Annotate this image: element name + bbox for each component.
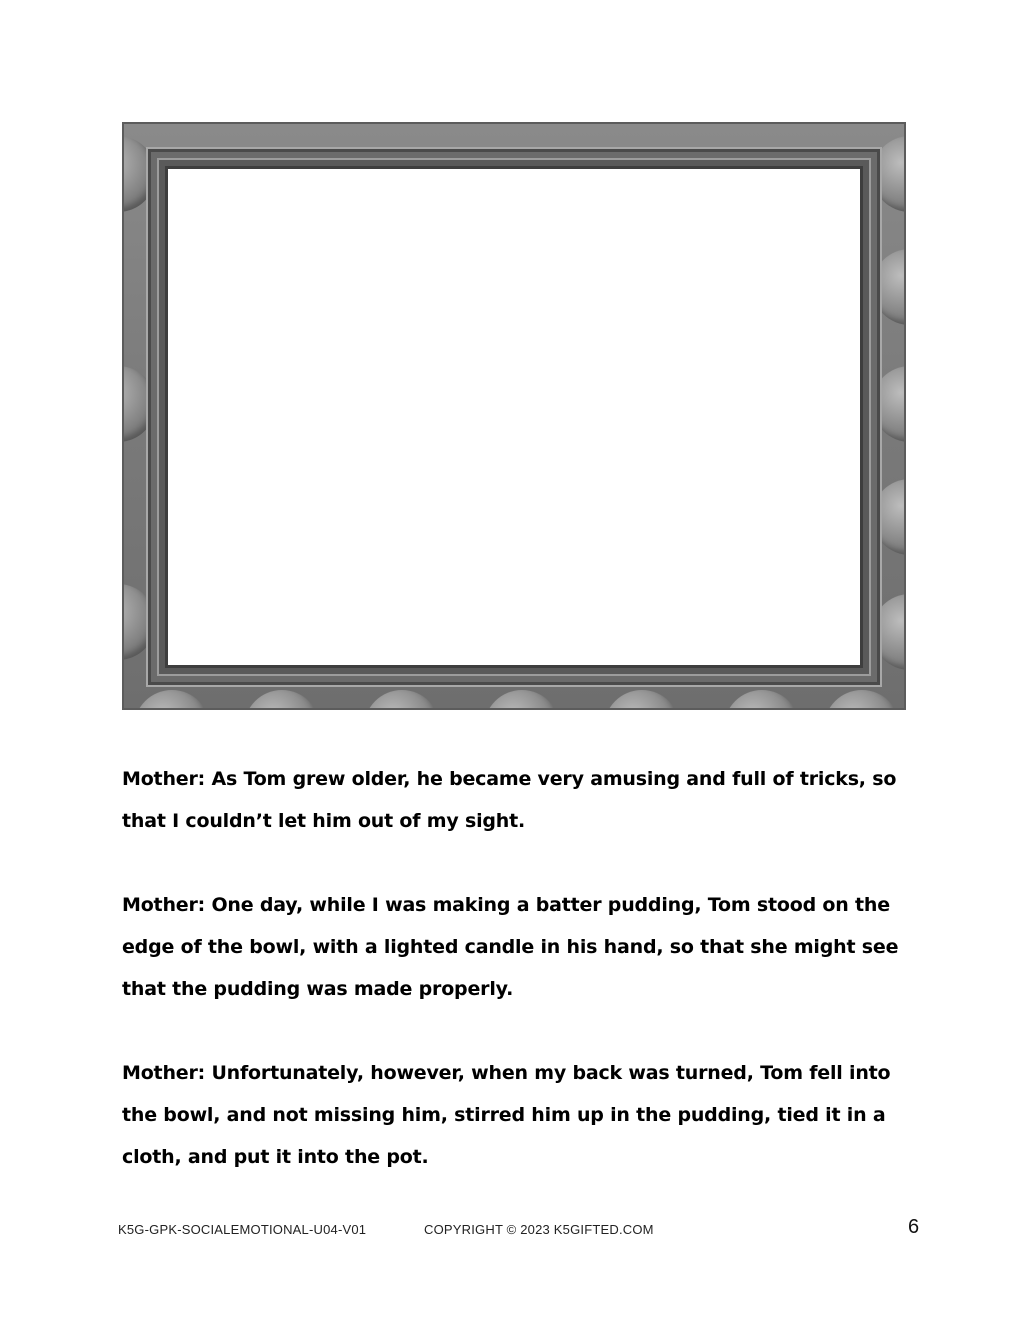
frame-bubble-decoration	[824, 690, 900, 710]
frame-bubble-decoration	[604, 690, 680, 710]
document-code: K5G-GPK-SOCIALEMOTIONAL-U04-V01	[118, 1222, 367, 1237]
story-paragraph: Mother: Unfortunately, however, when my back was turned, Tom fell into the bowl, and not missing him, stirred him up in the pudding, tied it in a cloth, and put it into the pot.	[122, 1062, 891, 1168]
frame-bubble-decoration	[244, 690, 320, 710]
frame-bubble-decoration	[364, 690, 440, 710]
story-paragraph: Mother: One day, while I was making a batter pudding, Tom stood on the edge of the bowl, with a lighted candle in his hand, so that she might see that the pudding was made properly.	[122, 894, 899, 1000]
frame-bubble-decoration	[724, 690, 800, 710]
page-number: 6	[908, 1216, 920, 1238]
copyright-notice: COPYRIGHT © 2023 K5GIFTED.COM	[424, 1222, 654, 1237]
story-text	[122, 758, 902, 1220]
frame-inner-bevel	[157, 158, 871, 676]
picture-frame	[122, 122, 906, 710]
story-paragraph: Mother: As Tom grew older, he became very amusing and full of tricks, so that I couldn’t let him out of my sight.	[122, 768, 897, 832]
frame-bevel	[148, 149, 880, 685]
drawing-area	[165, 166, 863, 668]
frame-bubble-decoration	[484, 690, 560, 710]
frame-bubble-decoration	[134, 690, 210, 710]
